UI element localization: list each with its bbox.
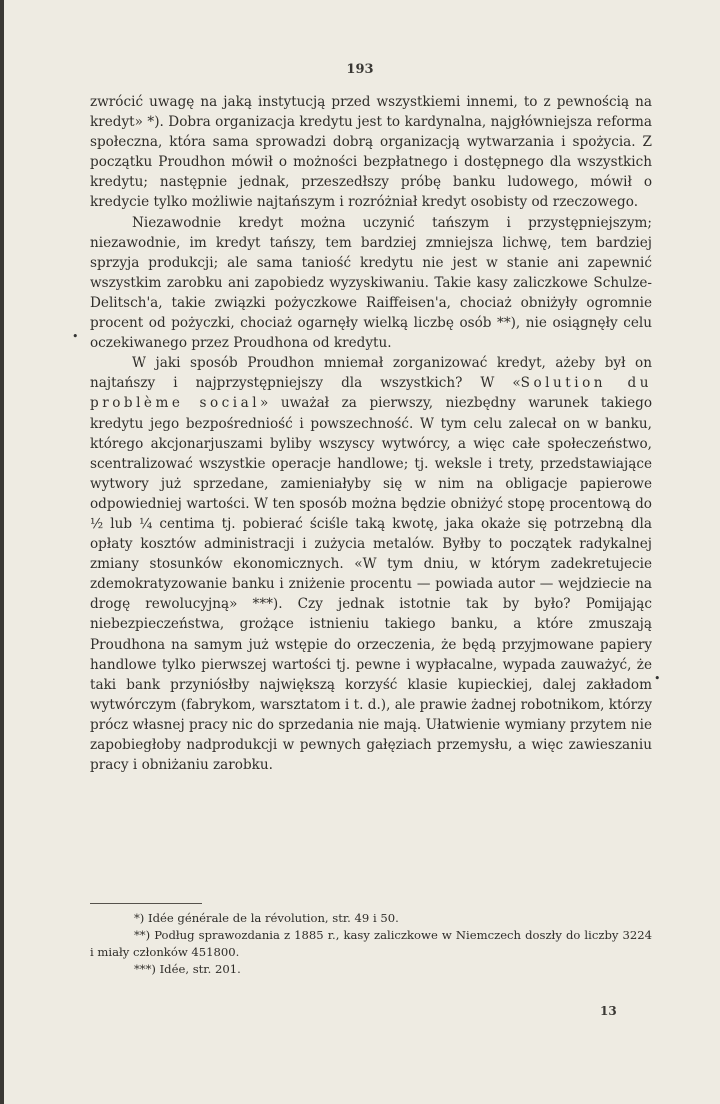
spaced-title: Solution du problème social xyxy=(90,375,652,412)
footnote-3: ***) Idée, str. 201. xyxy=(134,962,241,976)
left-margin-mark: • xyxy=(72,330,79,343)
footnote-rule xyxy=(90,903,202,904)
paragraph-1: zwrócić uwagę na jaką instytucją przed wszystkiemi innemi, to z pewnością na kredyt» *). Dobra organizacja kredytu jest to kardynalna, najgłówniejsza reforma społeczna, która sama sprowadzi dobrą organizacją wytwarzania i spożycia. Z początku Proudhon mówił o możności bezpłatnego i dostępnego dla wszystkich kredytu; następnie jednak, przeszedłszy próbę banku ludowego, mówił o kredycie tylko możliwie najtańszym i rozróżniał kredyt osobisty od rzeczowego. xyxy=(90,94,652,211)
footnote-1: *) Idée générale de la révolution, str. 49 i 50. xyxy=(134,911,399,925)
footnotes xyxy=(90,910,652,978)
page-number: 193 xyxy=(346,62,374,77)
paragraph-2: Niezawodnie kredyt można uczynić tańszym i przystępniejszym; niezawodnie, im kredyt tańszy, tem bardziej zmniejsza lichwę, tem bardziej sprzyja produkcji; ale sama taniość kredytu nie jest w stanie ani zapewnić wszystkim zarobku ani zapobiedz wyzyskiwaniu. Takie kasy zaliczkowe Schulze-Delitsch'a, takie związki pożyczkowe Raiffeisen'a, chociaż obniżyły ogromnie procent od pożyczki, chociaż ogarnęły wielką liczbę osób **), nie osiągnęły celu oczekiwanego przez Proudhona od kredytu. xyxy=(90,214,652,352)
paragraph-3 xyxy=(90,353,652,775)
page-left-edge xyxy=(0,0,4,1104)
right-margin-mark: • xyxy=(654,672,661,685)
footnote-2: **) Podług sprawozdania z 1885 r., kasy zaliczkowe w Niemczech doszły do liczby 3224 i miały członków 451800. xyxy=(90,928,652,959)
paragraph-3-rest: » uważał za pierwszy, niezbędny warunek takiego kredytu jego bezpośredniość i powszechność. W tym celu zalecał on w banku, którego akcjonarjuszami byliby wszyscy wytwórcy, a więc całe społeczeństwo, scentralizować wszystkie operacje handlowe; tj. weksle i trety, przedstawiające wytwory już sprzedane, zamieniałyby się w nim na obligacje papierowe odpowiedniej wartości. W ten sposób można będzie obniżyć stopę procentową do ½ lub ¼ centima tj. pobierać ściśle taką kwotę, jaka okaże się potrzebną dla opłaty kosztów administracji i zużycia metalów. Byłby to początek radykalnej zmiany stosunków ekonomicznych. «W tym dniu, w którym zadekretujecie zdemokratyzowanie banku i zniżenie procentu — powiada autor — wejdziecie na drogę rewolucyjną» ***). Czy jednak istotnie tak by było? Pomijając niebezpieczeństwa, grożące istnieniu takiego banku, a które zmuszają Proudhona na samym już wstępie do orzeczenia, że będą przyjmowane papiery handlowe tylko pierwszej wartości tj. pewne i wypłacalne, wypada zauważyć, że taki bank przyniósłby największą korzyść klasie kupieckiej, dalej zakładom wytwórczym (fabrykom, warsztatom i t. d.), ale prawie żadnej robotnikom, którzy prócz własnej pracy nic do sprzedania nie mają. Ułatwienie wymiany przytem nie zapobiegłoby nadprodukcji w pewnych gałęziach przemysłu, a więc zawieszaniu pracy i obniżaniu zarobku. xyxy=(90,395,652,774)
signature-mark: 13 xyxy=(600,1004,617,1018)
body-text xyxy=(90,92,652,775)
paragraph-3-start: W jaki sposób Proudhon mniemał zorganizować kredyt, ażeby był on najtańszy i najprzystępniejszy dla wszystkich? W « xyxy=(90,355,652,392)
